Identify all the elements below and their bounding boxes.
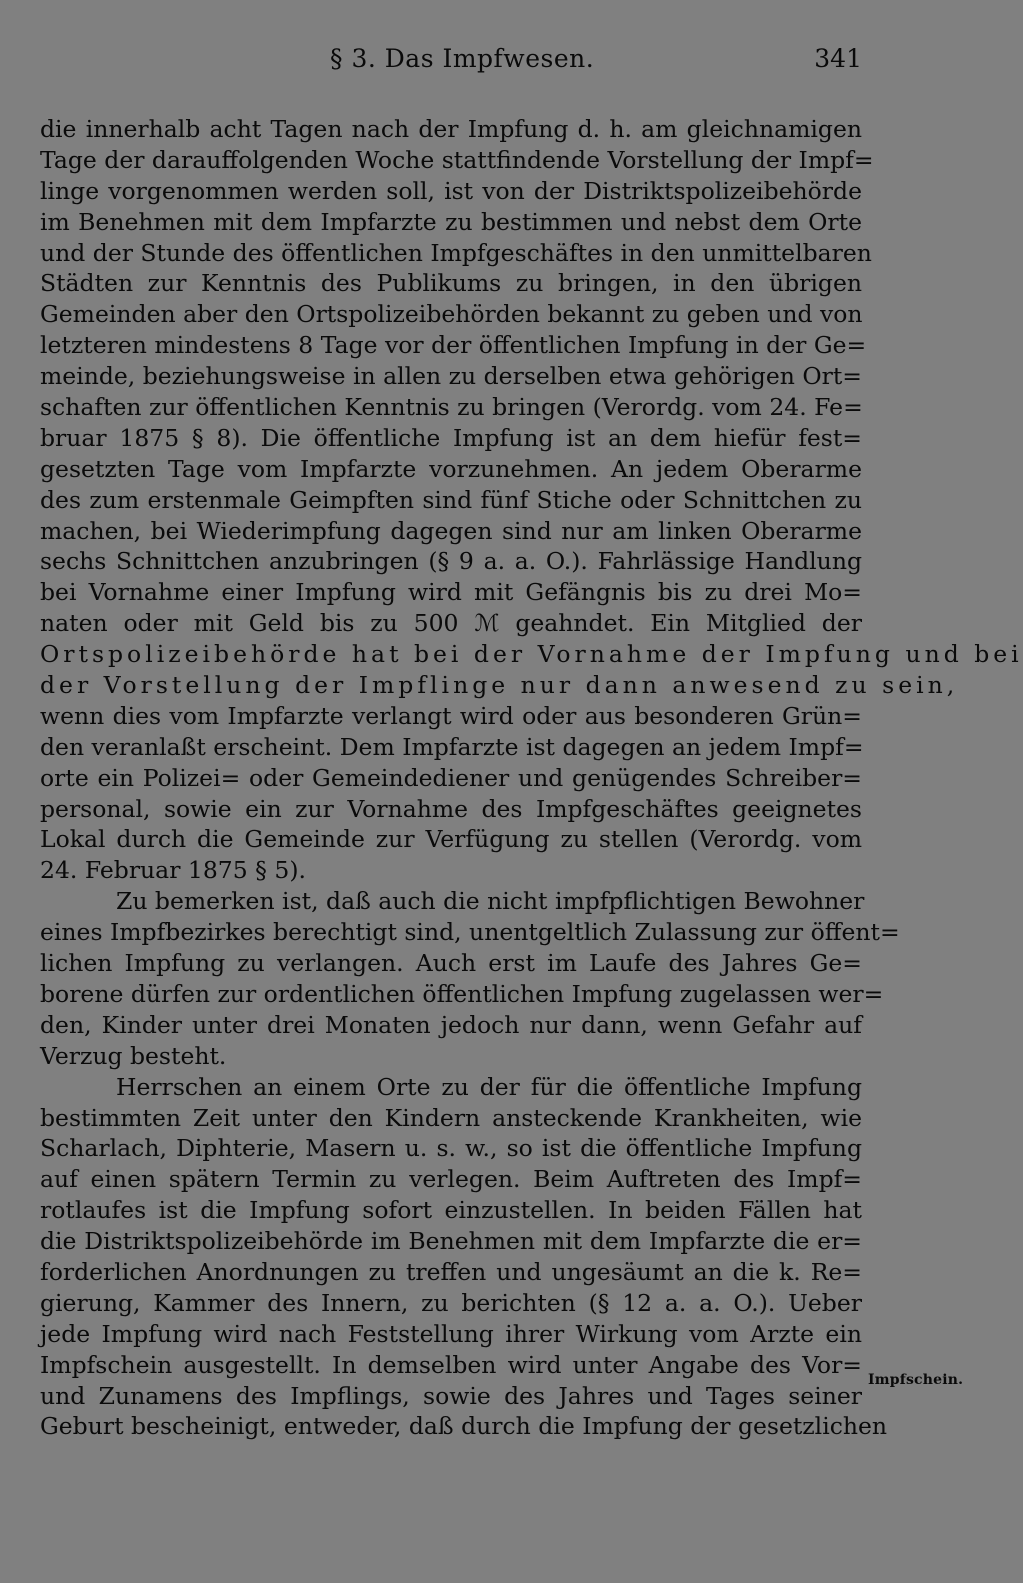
text-line: Geburt bescheinigt, entweder, daß durch die Impfung der gesetzlichen: [40, 1412, 888, 1441]
text-line: meinde, beziehungsweise in allen zu derselben etwa gehörigen Ort=: [40, 362, 862, 391]
text-line: jede Impfung wird nach Feststellung ihrer Wirkung vom Arzte ein: [40, 1319, 862, 1348]
text-line: machen, bei Wiederimpfung dagegen sind nur am linken Oberarme: [40, 516, 862, 545]
text-line: schaften zur öffentlichen Kenntnis zu bringen (Verordg. vom 24. Fe=: [40, 393, 863, 422]
text-line: Zu bemerken ist, daß auch die nicht impfpflichtigen Bewohner: [116, 887, 865, 916]
text-line: gierung, Kammer des Innern, zu berichten (§ 12 a. a. O.). Ueber: [40, 1288, 862, 1317]
text-line: Tage der darauffolgenden Woche stattfindende Vorstellung der Impf=: [40, 145, 874, 174]
text-line: borene dürfen zur ordentlichen öffentlichen Impfung zugelassen wer=: [40, 979, 884, 1008]
margin-note: Impfschein.: [868, 1372, 964, 1388]
text-line: Gemeinden aber den Ortspolizeibehörden bekannt zu geben und von: [40, 300, 863, 329]
running-header: [40, 44, 862, 80]
body-text: [40, 114, 1023, 1442]
text-line: Scharlach, Diphterie, Masern u. s. w., so ist die öffentliche Impfung: [40, 1134, 862, 1163]
text-line: rotlaufes ist die Impfung sofort einzustellen. In beiden Fällen hat: [40, 1196, 862, 1225]
text-line: im Benehmen mit dem Impfarzte zu bestimmen und nebst dem Orte: [40, 207, 862, 236]
text-line: Herrschen an einem Orte zu der für die öffentliche Impfung: [116, 1072, 862, 1101]
section-title: § 3. Das Impfwesen.: [330, 44, 595, 73]
text-line: die innerhalb acht Tagen nach der Impfung d. h. am gleichnamigen: [40, 115, 862, 143]
text-line: wenn dies vom Impfarzte verlangt wird oder aus besonderen Grün=: [40, 701, 862, 730]
text-line: der Vorstellung der Impflinge nur dann anwesend zu sein,: [40, 671, 959, 700]
text-line: bei Vornahme einer Impfung wird mit Gefängnis bis zu drei Mo=: [40, 578, 862, 607]
text-line: den, Kinder unter drei Monaten jedoch nur dann, wenn Gefahr auf: [40, 1010, 862, 1039]
text-line: orte ein Polizei= oder Gemeindediener und genügendes Schreiber=: [40, 763, 862, 792]
text-line: lichen Impfung zu verlangen. Auch erst im Laufe des Jahres Ge=: [40, 949, 862, 978]
text-line: Impfschein ausgestellt. In demselben wird unter Angabe des Vor=: [40, 1350, 862, 1379]
text-line: die Distriktspolizeibehörde im Benehmen mit dem Impfarzte die er=: [40, 1227, 862, 1256]
text-line: Lokal durch die Gemeinde zur Verfügung zu stellen (Verordg. vom: [40, 825, 862, 854]
text-line: Ortspolizeibehörde hat bei der Vornahme der Impfung und bei: [40, 640, 1023, 669]
text-line: personal, sowie ein zur Vornahme des Impfgeschäftes geeignetes: [40, 794, 862, 823]
text-line: bestimmten Zeit unter den Kindern ansteckende Krankheiten, wie: [40, 1103, 862, 1132]
text-line: forderlichen Anordnungen zu treffen und ungesäumt an die k. Re=: [40, 1257, 862, 1286]
page-number: 341: [814, 44, 862, 73]
text-line: sechs Schnittchen anzubringen (§ 9 a. a. O.). Fahrlässige Handlung: [40, 547, 862, 576]
text-line: des zum erstenmale Geimpften sind fünf Stiche oder Schnittchen zu: [40, 485, 862, 514]
text-line: Städten zur Kenntnis des Publikums zu bringen, in den übrigen: [40, 269, 862, 298]
text-line: letzteren mindestens 8 Tage vor der öffentlichen Impfung in der Ge=: [40, 331, 867, 360]
text-line: gesetzten Tage vom Impfarzte vorzunehmen. An jedem Oberarme: [40, 454, 862, 483]
text-line: den veranlaßt erscheint. Dem Impfarzte ist dagegen an jedem Impf=: [40, 732, 864, 761]
text-line: Verzug besteht.: [40, 1041, 227, 1070]
text-line: eines Impfbezirkes berechtigt sind, unentgeltlich Zulassung zur öffent=: [40, 918, 900, 947]
text-line: und der Stunde des öffentlichen Impfgeschäftes in den unmittelbaren: [40, 238, 872, 267]
text-line: linge vorgenommen werden soll, ist von der Distriktspolizeibehörde: [40, 176, 862, 205]
text-line: und Zunamens des Impflings, sowie des Jahres und Tages seiner: [40, 1381, 862, 1410]
text-line: naten oder mit Geld bis zu 500 ℳ geahndet. Ein Mitglied der: [40, 609, 862, 638]
text-line: auf einen spätern Termin zu verlegen. Beim Auftreten des Impf=: [40, 1165, 862, 1194]
text-line: bruar 1875 § 8). Die öffentliche Impfung ist an dem hiefür fest=: [40, 423, 862, 452]
text-line: 24. Februar 1875 § 5).: [40, 856, 306, 885]
